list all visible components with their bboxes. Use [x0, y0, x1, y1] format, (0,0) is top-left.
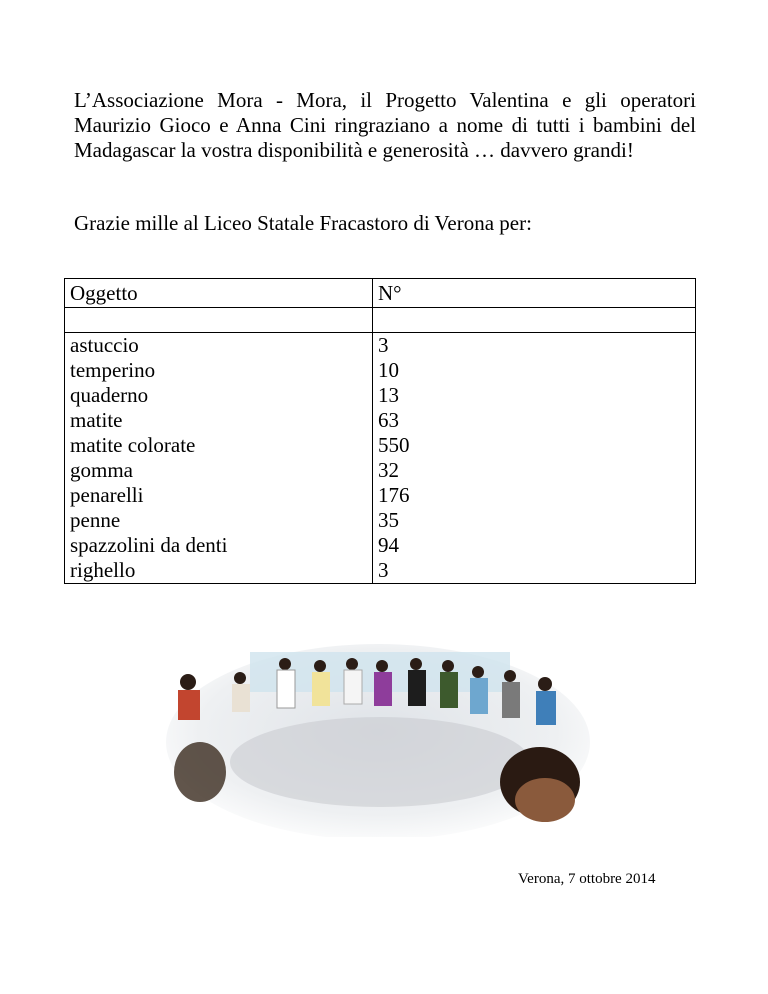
qty-astuccio: 3 — [378, 333, 389, 357]
item-righello: righello — [70, 558, 136, 582]
thanks-line: Grazie mille al Liceo Statale Fracastoro di Verona per: — [74, 211, 532, 235]
items-table — [64, 278, 696, 584]
item-matite-colorate: matite colorate — [70, 433, 196, 457]
table-empty-row — [65, 308, 696, 333]
item-penarelli: penarelli — [70, 483, 144, 507]
qty-quaderno: 13 — [378, 383, 399, 407]
qty-gomma: 32 — [378, 458, 399, 482]
qty-matite-colorate: 550 — [378, 433, 410, 457]
intro-paragraph: L’Associazione Mora - Mora, il Progetto Valentina e gli operatori Maurizio Gioco e Anna Cini ringraziano a nome di tutti i bambini del Madagascar la vostra disponibilità e generosità … davvero grandi! — [74, 88, 696, 162]
item-astuccio: astuccio — [70, 333, 139, 357]
header-item: Oggetto — [65, 279, 373, 308]
qty-spazzolini: 94 — [378, 533, 399, 557]
item-penne: penne — [70, 508, 121, 532]
qty-temperino: 10 — [378, 358, 399, 382]
qty-penne: 35 — [378, 508, 399, 532]
qty-matite: 63 — [378, 408, 399, 432]
item-spazzolini: spazzolini da denti — [70, 533, 228, 557]
item-gomma: gomma — [70, 458, 133, 482]
header-quantity: N° — [373, 279, 696, 308]
item-temperino: temperino — [70, 358, 156, 382]
item-matite: matite — [70, 408, 123, 432]
group-photo — [160, 642, 596, 837]
qty-penarelli: 176 — [378, 483, 410, 507]
item-quaderno: quaderno — [70, 383, 149, 407]
item-cell — [65, 333, 373, 584]
place-date: Verona, 7 ottobre 2014 — [518, 871, 656, 887]
qty-cell — [373, 333, 696, 584]
table-header-row — [65, 279, 696, 308]
photo-circle — [230, 717, 530, 807]
qty-righello: 3 — [378, 558, 389, 582]
table-body-row — [65, 333, 696, 584]
